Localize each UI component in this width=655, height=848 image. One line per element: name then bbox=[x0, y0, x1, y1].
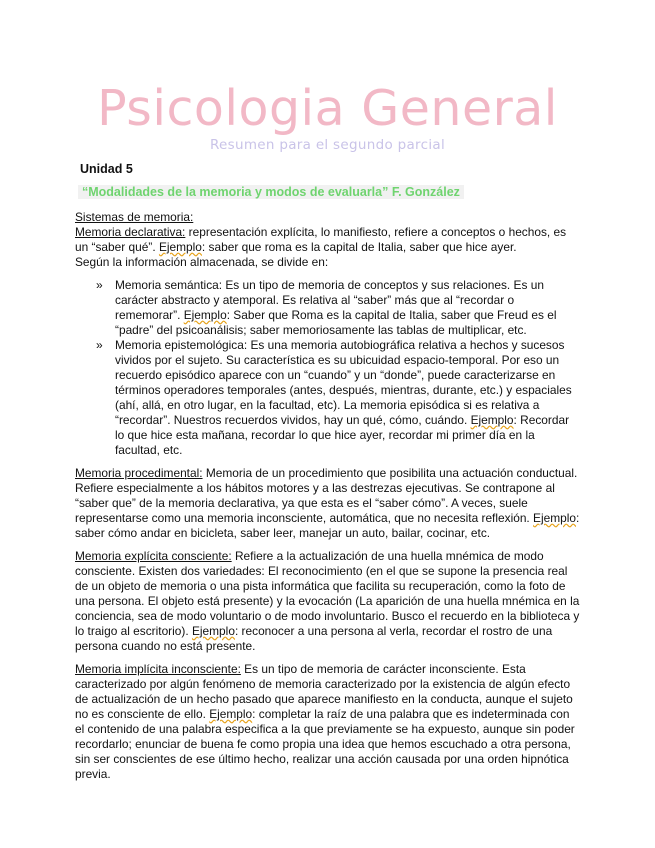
term-label: Memoria declarativa: bbox=[75, 225, 186, 239]
term-label: Memoria procedimental: bbox=[75, 466, 203, 480]
ejemplo-label: Ejemplo bbox=[183, 308, 227, 322]
paragraph-explicita: Memoria explícita consciente: Refiere a la actualización de una huella mnémica de modo consciente. Existen dos variedades: El reconocimiento (en el que se supone la presencia real de un objeto de memoria o una pista informática que facilita su recuperación, como la foto de una persona. El objeto está presente) y la evocación (La aparición de una huella mnémica en la conciencia, sea de modo voluntario o de modo involuntario. Busco el recuerdo en la biblioteca y lo traigo al escritorio). Ejemplo: reconocer a una persona al verla, recordar el rostro de una persona cuando no está presente. bbox=[75, 549, 580, 653]
topic-heading: “Modalidades de la memoria y modos de evaluarla” F. González bbox=[78, 185, 464, 199]
bullet-marker: » bbox=[96, 338, 103, 352]
memory-type-list bbox=[75, 278, 580, 458]
section-heading: Sistemas de memoria: bbox=[75, 210, 194, 224]
document-subtitle: Resumen para el segundo parcial bbox=[209, 137, 445, 153]
ejemplo-label: Ejemplo bbox=[533, 511, 577, 525]
list-item: » Memoria semántica: Es un tipo de memoria de conceptos y sus relaciones. Es un carácter abstracto y atemporal. Es relativa al “saber” más que al “recordar o rememorar”. Ejemplo: Saber que Roma es la capital de Italia, saber que Freud es el “padre” del psicoanálisis; saber memoriosamente las tablas de multiplicar, etc. bbox=[96, 278, 557, 337]
unit-heading: Unidad 5 bbox=[80, 162, 133, 176]
bullet-marker: » bbox=[96, 278, 103, 292]
ejemplo-label: Ejemplo bbox=[209, 707, 253, 721]
document-body bbox=[75, 210, 580, 782]
list-item: » Memoria epistemológica: Es una memoria autobiográfica relativa a hechos y sucesos vividos por el sujeto. Su característica es su ubicuidad espacio-temporal. Por eso un recuerdo episódico aparece con un “cuando” y un “donde”, puede caracterizarse en términos operadores temporales (antes, después, mientras, durante, etc.) y espaciales (ahí, allá, en otro lugar, en la facultad, etc). La memoria episódica si es relativa a “recordar”. Nuestros recuerdos vividos, hay un qué, cómo, cuándo. Ejemplo: Recordar lo que hice esta mañana, recordar lo que hice ayer, recordar mi primer día en la facultad, etc. bbox=[96, 338, 572, 457]
document-title: Psicologia General bbox=[97, 80, 558, 137]
ejemplo-label: Ejemplo bbox=[470, 413, 514, 427]
term-label: Memoria explícita consciente: bbox=[75, 549, 232, 563]
paragraph-declarativa: Memoria declarativa: representación explícita, lo manifiesto, refiere a conceptos o hechos, es un “saber qué”. Ejemplo: saber que roma es la capital de Italia, saber que hice ayer. bbox=[75, 225, 567, 254]
paragraph-procedimental: Memoria procedimental: Memoria de un procedimiento que posibilita una actuación conductual. Refiere especialmente a los hábitos motores y a las destrezas ejecutivas. Se contrapone al “saber que” de la memoria declarativa, ya que esta es el “saber cómo”. A veces, suele representarse como una memoria inconsciente, automática, que no necesita reflexión. Ejemplo: saber cómo andar en bicicleta, saber leer, manejar un auto, bailar, cocinar, etc. bbox=[75, 466, 580, 540]
ejemplo-label: Ejemplo bbox=[158, 240, 202, 254]
term-label: Memoria implícita inconsciente: bbox=[75, 662, 241, 676]
paragraph-implicita: Memoria implícita inconsciente: Es un tipo de memoria de carácter inconsciente. Esta caracterizado por algún fenómeno de memoria caracterizado por la existencia de algún efecto de actualización de un hecho pasado que aparece manifiesto en la conducta, aunque el sujeto no es consciente de ello. Ejemplo: completar la raíz de una palabra que es indeterminada con el contenido de una palabra especifica a la que previamente se ha expuesto, aunque sin poder recordarlo; enunciar de buena fe como propia una idea que hemos escuchado a otra persona, sin ser conscientes de ese último hecho, realizar una acción causada por una orden hipnótica previa. bbox=[75, 662, 575, 781]
paragraph-division: Según la información almacenada, se divide en: bbox=[75, 255, 329, 269]
ejemplo-label: Ejemplo bbox=[191, 624, 235, 638]
